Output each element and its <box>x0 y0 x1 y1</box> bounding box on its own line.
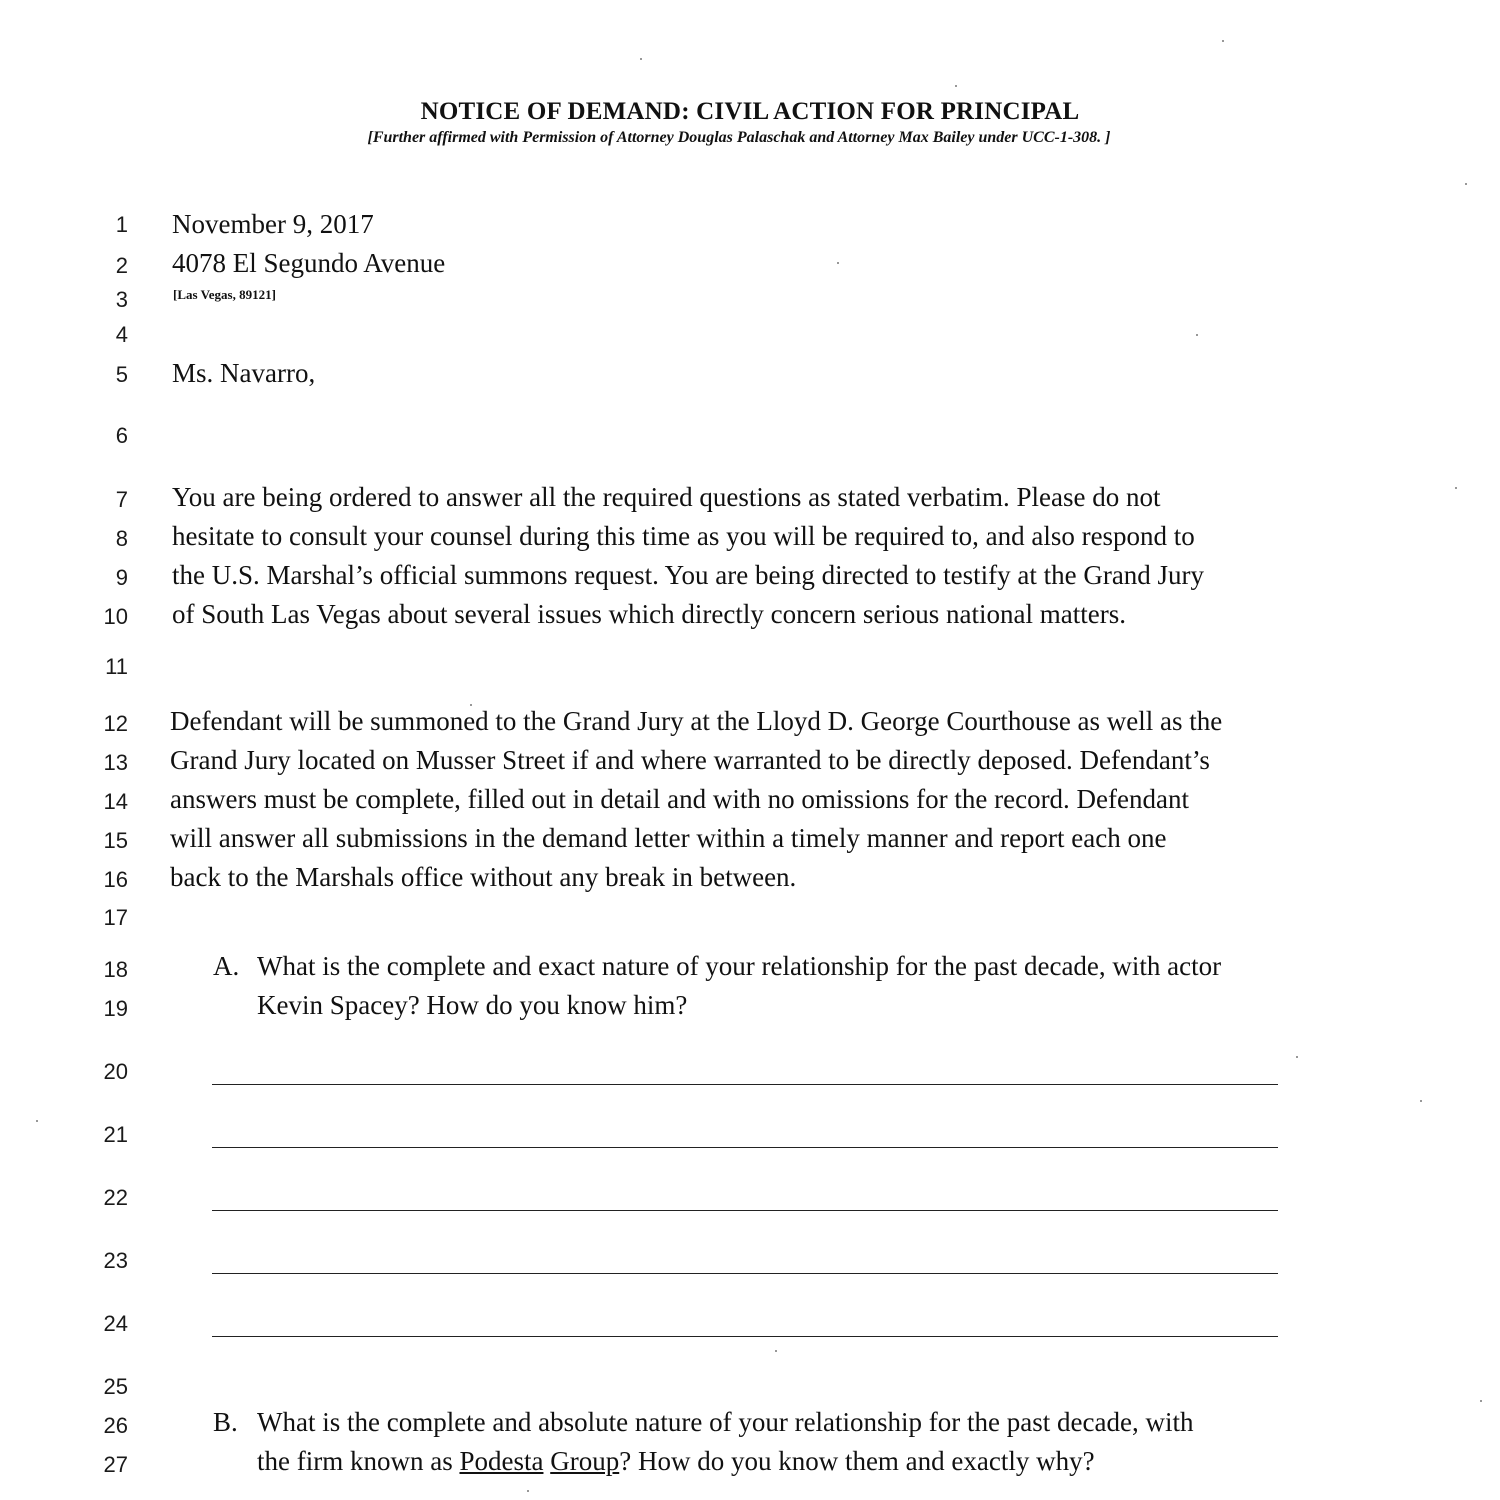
question-a-letter: A. <box>213 951 240 981</box>
paragraph2-line: Grand Jury located on Musser Street if and where warranted to be directly deposed. Defendant’s <box>170 745 1210 775</box>
scan-speck <box>36 1120 38 1122</box>
paragraph2-line: back to the Marshals office without any break in between. <box>170 862 797 892</box>
paragraph2-line: Defendant will be summoned to the Grand Jury at the Lloyd D. George Courthouse as well as the <box>170 706 1223 736</box>
line-number: 10 <box>103 604 128 629</box>
question-b-line2-text: the firm known as <box>257 1446 460 1476</box>
line-number: 4 <box>115 322 128 347</box>
scan-speck <box>1480 1400 1482 1402</box>
question-a-line1: What is the complete and exact nature of your relationship for the past decade, with actor <box>257 951 1222 981</box>
paragraph1-line: the U.S. Marshal’s official summons request. You are being directed to testify at the Grand Jury <box>172 560 1205 590</box>
line-number: 23 <box>103 1248 128 1273</box>
line-number: 21 <box>103 1122 128 1147</box>
line-number: 8 <box>115 526 128 551</box>
scan-speck <box>640 58 642 60</box>
line-number: 3 <box>115 287 128 312</box>
answer-blank-line[interactable] <box>212 1273 1278 1274</box>
line-number: 5 <box>115 362 128 387</box>
line-number: 6 <box>115 423 128 448</box>
line-number: 13 <box>103 750 128 775</box>
line-number: 18 <box>103 957 128 982</box>
scan-speck <box>1455 487 1457 489</box>
paragraph1-line: hesitate to consult your counsel during this time as you will be required to, and also respond to <box>172 521 1195 551</box>
line-number: 26 <box>103 1413 128 1438</box>
line-number: 14 <box>103 789 128 814</box>
document-title: NOTICE OF DEMAND: CIVIL ACTION FOR PRINCIPAL <box>420 98 1080 125</box>
answer-blank-line[interactable] <box>212 1084 1278 1085</box>
group-underlined: Group <box>550 1446 620 1476</box>
line-number: 2 <box>115 253 128 278</box>
question-b-line1: What is the complete and absolute nature of your relationship for the past decade, with <box>257 1407 1194 1437</box>
paragraph2-line: answers must be complete, filled out in detail and with no omissions for the record. Defendant <box>170 784 1189 814</box>
scan-speck <box>527 1490 529 1492</box>
scan-speck <box>1196 334 1198 336</box>
question-a-line2: Kevin Spacey? How do you know him? <box>257 990 688 1020</box>
line-number: 16 <box>103 867 128 892</box>
scan-speck <box>1465 183 1467 185</box>
paragraph1-line: You are being ordered to answer all the required questions as stated verbatim. Please do not <box>172 482 1161 512</box>
paragraph1-line: of South Las Vegas about several issues which directly concern serious national matters. <box>172 599 1127 629</box>
scan-speck <box>470 704 472 706</box>
answer-blank-line[interactable] <box>212 1210 1278 1211</box>
document-subtitle: [Further affirmed with Permission of Attorney Douglas Palaschak and Attorney Max Bailey under UCC-1-308. ] <box>367 129 1111 146</box>
scan-speck <box>1222 40 1224 42</box>
answer-blank-line[interactable] <box>212 1147 1278 1148</box>
line-number: 24 <box>103 1311 128 1336</box>
line-number: 7 <box>115 487 128 512</box>
line-number: 1 <box>115 212 128 237</box>
question-b-letter: B. <box>213 1407 238 1437</box>
letter-date: November 9, 2017 <box>172 209 374 239</box>
question-b-line2-rest: ? How do you know them and exactly why? <box>619 1446 1095 1476</box>
podesta-underlined: Podesta <box>459 1446 544 1476</box>
line-number: 15 <box>103 828 128 853</box>
question-b-line2 <box>257 1446 1095 1477</box>
letter-salutation: Ms. Navarro, <box>172 358 316 388</box>
line-number: 19 <box>103 996 128 1021</box>
line-number: 17 <box>103 905 128 930</box>
line-number: 22 <box>103 1185 128 1210</box>
line-number: 12 <box>103 711 128 736</box>
line-number: 27 <box>103 1452 128 1477</box>
answer-blank-line[interactable] <box>212 1336 1278 1337</box>
line-number: 9 <box>115 565 128 590</box>
scan-speck <box>955 85 957 87</box>
line-number: 25 <box>103 1374 128 1399</box>
scan-speck <box>775 1350 777 1352</box>
letter-address-line1: 4078 El Segundo Avenue <box>172 248 446 278</box>
scan-speck <box>1296 1056 1298 1058</box>
letter-address-line2: [Las Vegas, 89121] <box>173 287 276 302</box>
line-number: 11 <box>105 654 128 679</box>
line-number: 20 <box>103 1059 128 1084</box>
scan-speck <box>1420 1100 1422 1102</box>
scan-speck <box>837 262 839 264</box>
paragraph2-line: will answer all submissions in the demand letter within a timely manner and report each one <box>170 823 1167 853</box>
